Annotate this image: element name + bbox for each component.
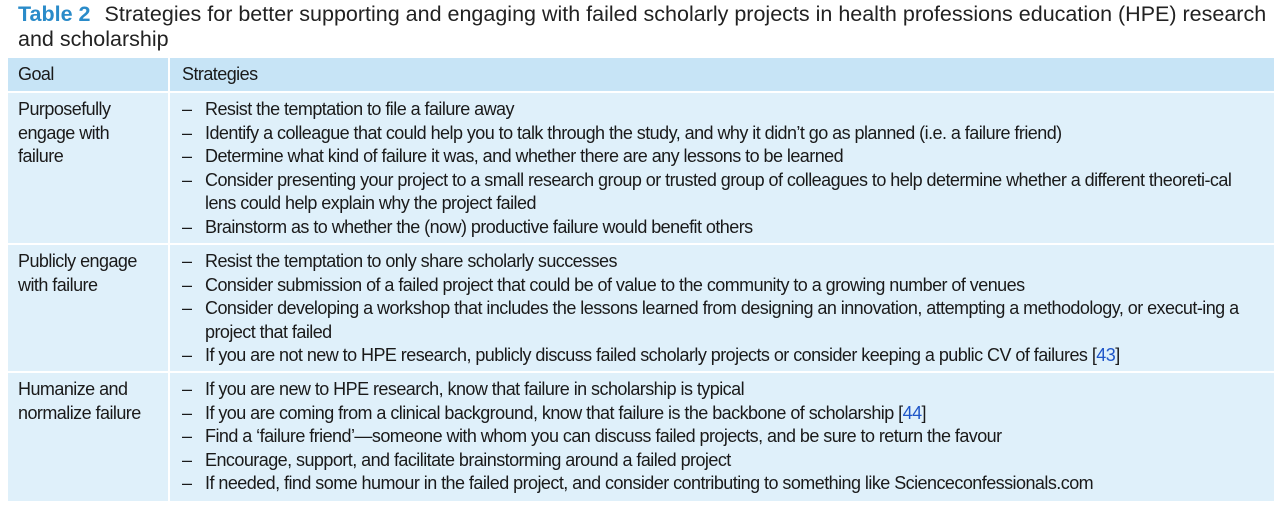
strategy-text: Resist the temptation to file a failure away bbox=[205, 99, 514, 119]
strategy-item bbox=[182, 274, 1274, 298]
strategy-text: Consider developing a workshop that includes the lessons learned from designing an innovation, attempting a methodology, or execut-ing a project that failed bbox=[205, 298, 1239, 342]
strategy-item bbox=[182, 145, 1274, 169]
strategy-text: Resist the temptation to only share scholarly successes bbox=[205, 251, 617, 271]
strategy-list bbox=[182, 98, 1274, 239]
goal-cell bbox=[8, 245, 170, 371]
citation-bracket-close: ] bbox=[921, 402, 926, 423]
strategy-item bbox=[182, 425, 1274, 449]
strategy-text: Brainstorm as to whether the (now) productive failure would benefit others bbox=[205, 216, 753, 237]
citation-bracket-close: ] bbox=[1115, 345, 1120, 365]
dash-bullet-icon: – bbox=[182, 426, 192, 446]
strategy-text: Find a ‘failure friend’—someone with whom you can discuss failed projects, and be sure to return the favour bbox=[205, 426, 1002, 446]
goal-cell bbox=[8, 93, 170, 243]
strategy-text: Encourage, support, and facilitate brainstorming around a failed project bbox=[205, 449, 731, 470]
strategy-item bbox=[182, 344, 1274, 368]
table-row bbox=[8, 243, 1274, 371]
strategy-item bbox=[182, 297, 1274, 344]
strategies-cell bbox=[170, 93, 1274, 243]
strategy-list bbox=[182, 378, 1274, 496]
strategy-text: If you are not new to HPE research, publicly discuss failed scholarly projects or consider keeping a public CV of failures bbox=[205, 345, 1092, 365]
goal-label: Purposefully engage with failure bbox=[18, 99, 111, 166]
strategy-item bbox=[182, 378, 1274, 402]
strategy-item bbox=[182, 169, 1274, 216]
table-header-row bbox=[8, 58, 1274, 91]
strategy-item bbox=[182, 122, 1274, 146]
strategy-text: If you are new to HPE research, know that failure in scholarship is typical bbox=[205, 379, 745, 399]
strategy-text: Consider presenting your project to a small research group or trusted group of colleagues to help determine whether a different theoreti-cal lens could help explain why the project failed bbox=[205, 169, 1232, 213]
citation-bracket-open: [ bbox=[898, 402, 903, 423]
strategy-text: Identify a colleague that could help you to talk through the study, and why it didn’t go as planned (i.e. a failure friend) bbox=[205, 122, 1062, 143]
goal-cell bbox=[8, 373, 170, 501]
citation-link[interactable]: 44 bbox=[902, 402, 922, 423]
dash-bullet-icon: – bbox=[182, 146, 192, 166]
dash-bullet-icon: – bbox=[182, 122, 192, 143]
strategy-item bbox=[182, 98, 1274, 122]
strategy-text: Determine what kind of failure it was, and whether there are any lessons to be learned bbox=[205, 146, 844, 166]
header-goal: Goal bbox=[8, 58, 170, 91]
dash-bullet-icon: – bbox=[182, 99, 192, 119]
strategy-item bbox=[182, 216, 1274, 240]
table-row bbox=[8, 91, 1274, 243]
strategy-text: If you are coming from a clinical background, know that failure is the backbone of scholarship bbox=[205, 402, 899, 423]
strategies-cell bbox=[170, 373, 1274, 501]
dash-bullet-icon: – bbox=[182, 298, 192, 318]
strategy-text: If needed, find some humour in the failed project, and consider contributing to something like Scienceconfessionals.com bbox=[205, 473, 1094, 493]
citation-link[interactable]: 43 bbox=[1096, 345, 1116, 365]
table-caption bbox=[18, 2, 1268, 52]
dash-bullet-icon: – bbox=[182, 473, 192, 493]
dash-bullet-icon: – bbox=[182, 402, 192, 423]
dash-bullet-icon: – bbox=[182, 251, 192, 271]
header-strategies: Strategies bbox=[182, 64, 258, 84]
strategy-item bbox=[182, 472, 1274, 496]
dash-bullet-icon: – bbox=[182, 274, 192, 295]
strategies-table bbox=[8, 58, 1274, 501]
citation-bracket-open: [ bbox=[1091, 345, 1097, 365]
dash-bullet-icon: – bbox=[182, 345, 192, 365]
strategy-text: Consider submission of a failed project that could be of value to the community to a growing number of venues bbox=[205, 274, 1025, 295]
table-row bbox=[8, 371, 1274, 501]
dash-bullet-icon: – bbox=[182, 379, 192, 399]
strategy-item bbox=[182, 449, 1274, 473]
dash-bullet-icon: – bbox=[182, 449, 192, 470]
strategy-item bbox=[182, 250, 1274, 274]
goal-label: Publicly engage with failure bbox=[18, 251, 137, 295]
dash-bullet-icon: – bbox=[182, 169, 192, 190]
goal-label: Humanize and normalize failure bbox=[18, 379, 141, 423]
strategy-list bbox=[182, 250, 1274, 368]
dash-bullet-icon: – bbox=[182, 216, 192, 237]
strategies-cell bbox=[170, 245, 1274, 371]
strategy-item bbox=[182, 402, 1274, 426]
table-title: Strategies for better supporting and engaging with failed scholarly projects in health professions education (HPE) research and scholarship bbox=[18, 2, 1267, 51]
table-label: Table 2 bbox=[18, 2, 91, 26]
